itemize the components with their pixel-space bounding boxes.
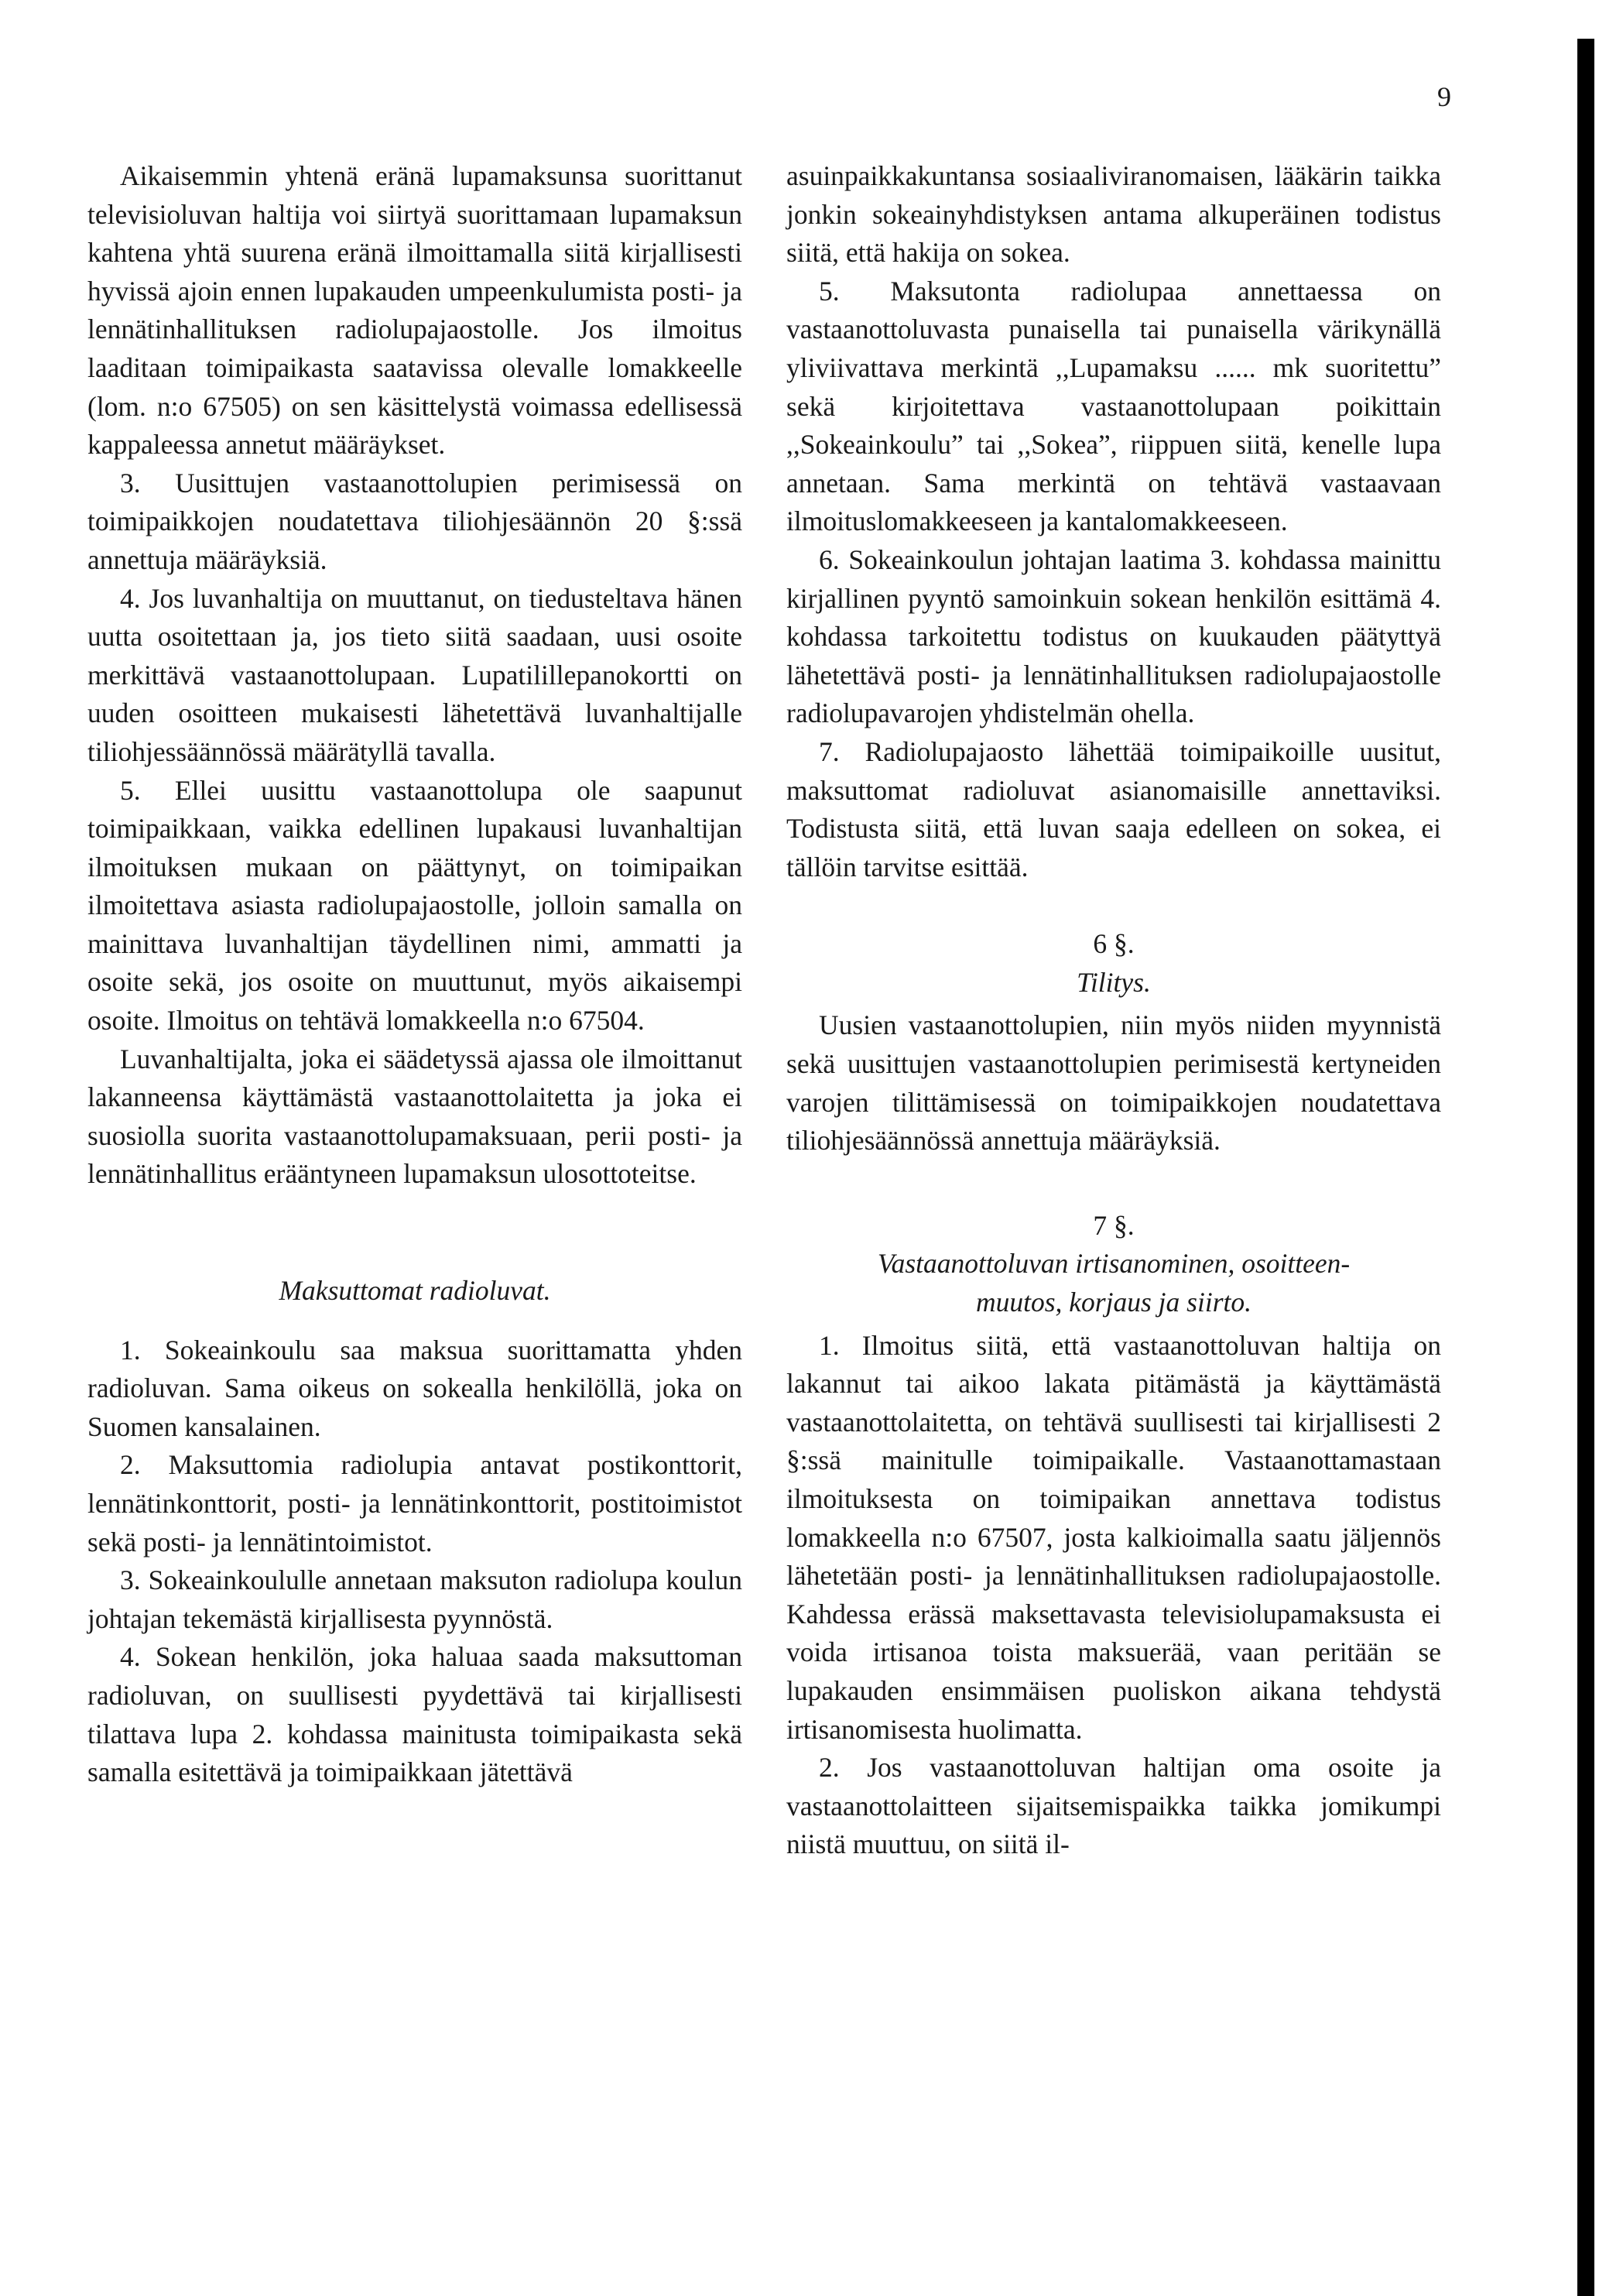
section-6-number: 6 §. <box>1093 928 1135 960</box>
left-column <box>87 157 742 1792</box>
section-6-title: Tilitys. <box>1077 966 1151 998</box>
paragraph-section-7-1: 1. Ilmoitus siitä, että vastaanottoluvan haltija on lakannut tai aikoo lakata pitämästä ja käyttämästä vastaanottolaitetta, on tehtävä suullisesti tai kirjallisesti 2 §:ssä mainitulle toimipaikalle. Vastaanottamastaan ilmoituksesta on toimipaikan annettava todistus lomakkeella n:o 67507, josta kalkioimalla saatu jäljennös lähetetään posti- ja lennätinhallituksen radiolupajaostolle. Kahdessa erässä maksettavasta televisiolupamaksusta ei voida irtisanoa toista maksuerää, vaan peritään se lupakauden ensimmäisen puoliskon aikana tehdystä irtisanomisesta huolimatta. <box>786 1329 1441 1745</box>
paragraph-item-3: 3. Uusittujen vastaanottolupien perimisessä on toimipaikkojen noudatettava tiliohjesäännön 20 §:ssä annettuja määräyksiä. <box>87 467 742 575</box>
paragraph-item-4: 4. Jos luvanhaltija on muuttanut, on tiedusteltava hänen uutta osoitettaan ja, jos tieto siitä saadaan, uusi osoite merkittävä vastaanottolupaan. Lupatilillepanokortti on uuden osoitteen mukaisesti lähetettävä luvanhaltijalle tiliohjessäännössä määrätyllä tavalla. <box>87 582 742 767</box>
paragraph-item-5: 5. Ellei uusittu vastaanottolupa ole saapunut toimipaikkaan, vaikka edellinen lupakausi luvanhaltijan ilmoituksen mukaan on päättynyt, on toimipaikan ilmoitettava asiasta radiolupajaostolle, jolloin samalla on mainittava luvanhaltijan täydellinen nimi, ammatti ja osoite sekä, jos osoite on muuttunut, myös aikaisempi osoite. Ilmoitus on tehtävä lomakkeella n:o 67504. <box>87 774 742 1037</box>
paragraph-collection: Luvanhaltijalta, joka ei säädetyssä ajassa ole ilmoittanut lakanneensa käyttämästä vastaanottolaitetta ja joka ei suosiolla suorita vastaanottolupamaksuaan, perii posti- ja lennätinhallitus erääntyneen lupamaksun ulosottoteitse. <box>87 1043 742 1190</box>
paragraph-free-3: 3. Sokeainkoululle annetaan maksuton radiolupa koulun johtajan tekemästä kirjallisesta pyynnöstä. <box>87 1564 742 1634</box>
paragraph-free-4: 4. Sokean henkilön, joka haluaa saada maksuttoman radioluvan, on suullisesti pyydettävä tai kirjallisesti tilattava lupa 2. kohdassa mainitusta toimipaikasta sekä samalla esitettävä ja toimipaikkaan jätettävä <box>87 1641 742 1788</box>
right-column <box>786 157 1441 1864</box>
section-title-free-licences: Maksuttomat radioluvat. <box>279 1275 551 1307</box>
paragraph-free-1: 1. Sokeainkoulu saa maksua suorittamatta yhden radioluvan. Sama oikeus on sokealla henkilöllä, joka on Suomen kansalainen. <box>87 1334 742 1442</box>
section-7-number: 7 §. <box>1093 1209 1135 1241</box>
section-7-title-line-2: muutos, korjaus ja siirto. <box>975 1287 1252 1318</box>
scan-edge-bar <box>1577 39 1594 2296</box>
page-number: 9 <box>1437 81 1451 112</box>
paragraph-section-6: Uusien vastaanottolupien, niin myös niiden myynnistä sekä uusittujen vastaanottolupien perimisestä kertyneiden varojen tilittämisessä on toimipaikkojen noudatettava tiliohjesäännössä annettuja määräyksiä. <box>786 1009 1441 1157</box>
section-7-title-line-1: Vastaanottoluvan irtisanominen, osoitteen- <box>877 1248 1351 1280</box>
paragraph-free-5: 5. Maksutonta radiolupaa annettaessa on vastaanottoluvasta punaisella tai punaisella värikynällä yliviivattava merkintä ,,Lupamaksu ...... mk suoritettu” sekä kirjoitettava vastaanottolupaan poikittain ,,Sokeainkoulu” tai ,,Sokea”, riippuen siitä, kenelle lupa annetaan. Sama merkintä on tehtävä vastaavaan ilmoituslomakkeeseen ja kantalomakkeeseen. <box>786 275 1441 537</box>
paragraph-section-7-2: 2. Jos vastaanottoluvan haltijan oma osoite ja vastaanottolaitteen sijaitsemispaikka taikka jomikumpi niistä muuttuu, on siitä il- <box>786 1752 1441 1860</box>
paragraph-free-6: 6. Sokeainkoulun johtajan laatima 3. kohdassa mainittu kirjallinen pyyntö samoinkuin sokean henkilön esittämä 4. kohdassa tarkoitettu todistus on kuukauden päätyttyä lähetettävä posti- ja lennätinhallituksen radiolupajaostolle radiolupavarojen yhdistelmän ohella. <box>786 543 1441 729</box>
paragraph-early-instalment: Aikaisemmin yhtenä eränä lupamaksunsa suorittanut televisioluvan haltija voi siirtyä suorittamaan lupamaksun kahtena yhtä suurena eränä ilmoittamalla siitä kirjallisesti hyvissä ajoin ennen lupakauden umpeenkulumista posti- ja lennätinhallituksen radiolupajaostolle. Jos ilmoitus laaditaan toimipaikasta saatavissa olevalle lomakkeelle (lom. n:o 67505) on sen käsittelystä voimassa edellisessä kappaleessa annetut määräykset. <box>87 160 742 461</box>
paragraph-continuation: asuinpaikkakuntansa sosiaaliviranomaisen, lääkärin taikka jonkin sokeainyhdistyksen antama alkuperäinen todistus siitä, että hakija on sokea. <box>786 160 1441 269</box>
paragraph-free-7: 7. Radiolupajaosto lähettää toimipaikoille uusitut, maksuttomat radioluvat asianomaisille annettaviksi. Todistusta siitä, että luvan saaja edelleen on sokea, ei tällöin tarvitse esittää. <box>786 735 1441 882</box>
paragraph-free-2: 2. Maksuttomia radiolupia antavat postikonttorit, lennätinkonttorit, posti- ja lennätinkonttorit, postitoimistot sekä posti- ja lennätintoimistot. <box>87 1449 742 1558</box>
